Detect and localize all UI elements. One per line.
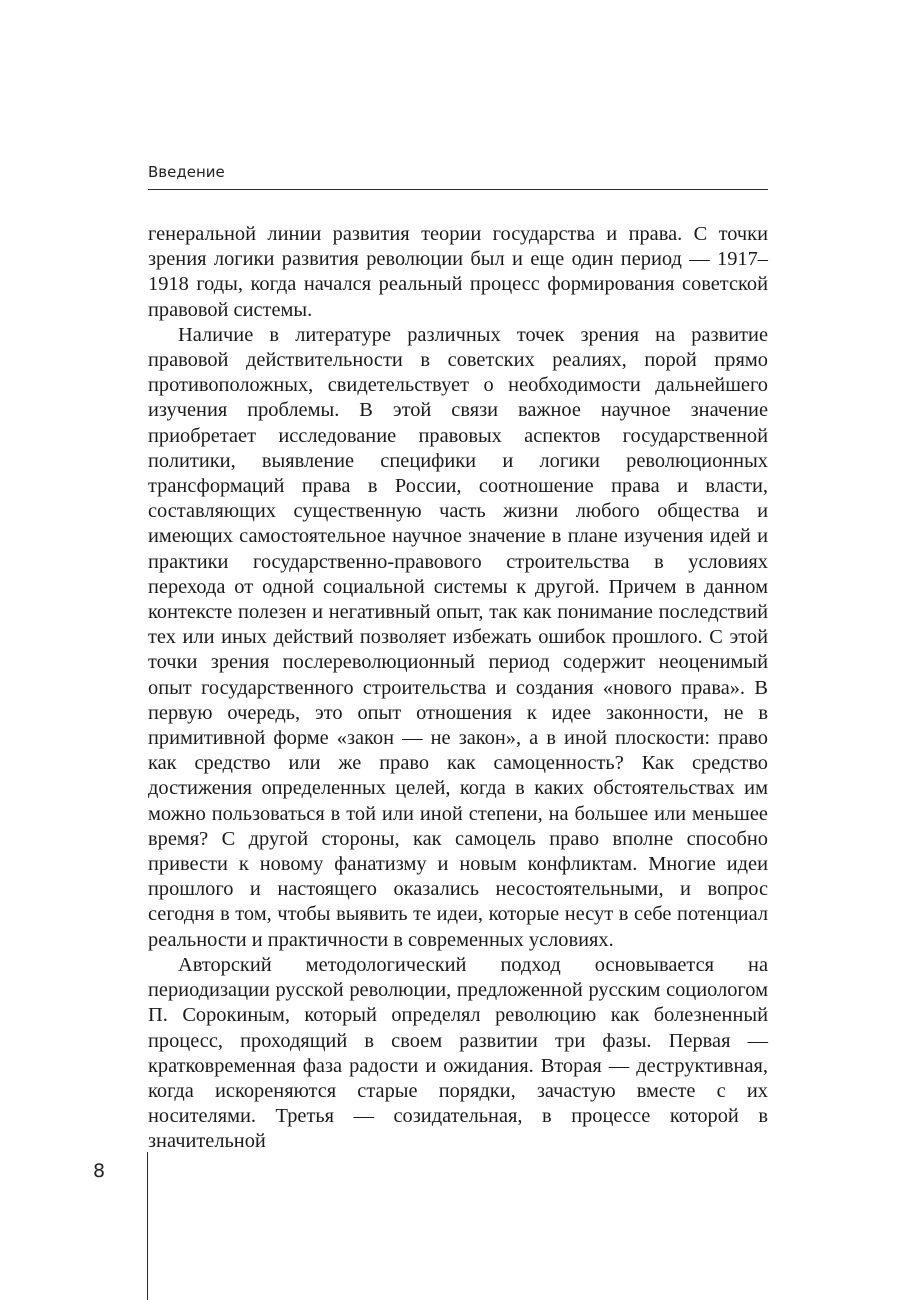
main-text: [148, 222, 768, 1155]
page-number: 8: [93, 1160, 106, 1182]
running-head-title: Введение: [148, 163, 225, 181]
page-margin-rule: [147, 1152, 148, 1300]
paragraph: Авторский методологический подход основывается на периодизации русской революции, предложенной русским социологом П. Сорокиным, который определял революцию как болезненный процесс, проходящий в своем развитии три фазы. Первая — кратковременная фаза радости и ожидания. Вторая — деструктивная, когда искореняются старые порядки, зачастую вместе с их носителями. Третья — созидательная, в процессе которой в значительной: [148, 953, 768, 1153]
paragraph: Наличие в литературе различных точек зрения на развитие правовой действительности в советских реалиях, порой прямо противоположных, свидетельствует о необходимости дальнейшего изучения проблемы. В этой связи важное научное значение приобретает исследование правовых аспектов государственной политики, выявление специфики и логики революционных трансформаций права в России, соотношение права и власти, составляющих существенную часть жизни любого общества и имеющих самостоятельное научное значение в плане изучения идей и практики государственно-правового строительства в условиях перехода от одной социальной системы к другой. Причем в данном контексте полезен и негативный опыт, так как понимание последствий тех или иных действий позволяет избежать ошибок прошлого. С этой точки зрения послереволюционный период содержит неоценимый опыт государственного строительства и создания «нового права». В первую очередь, это опыт отношения к идее законности, не в примитивной форме «закон — не закон», а в иной плоскости: право как средство или же право как самоценность? Как средство достижения определенных целей, когда в каких обстоятельствах им можно пользоваться в той или иной степени, на большее или меньшее время? С другой стороны, как самоцель право вполне способно привести к новому фанатизму и новым конфликтам. Многие идеи прошлого и настоящего оказались несостоятельными, и вопрос сегодня в том, чтобы выявить те идеи, которые несут в себе потенциал реальности и практичности в современных условиях.: [148, 323, 768, 951]
paragraph-continuation: генеральной линии развития теории государства и права. С точки зрения логики развития революции был и еще один период — 1917–1918 годы, когда начался реальный процесс формирования советской правовой системы.: [148, 223, 768, 321]
header-divider: [148, 189, 768, 190]
